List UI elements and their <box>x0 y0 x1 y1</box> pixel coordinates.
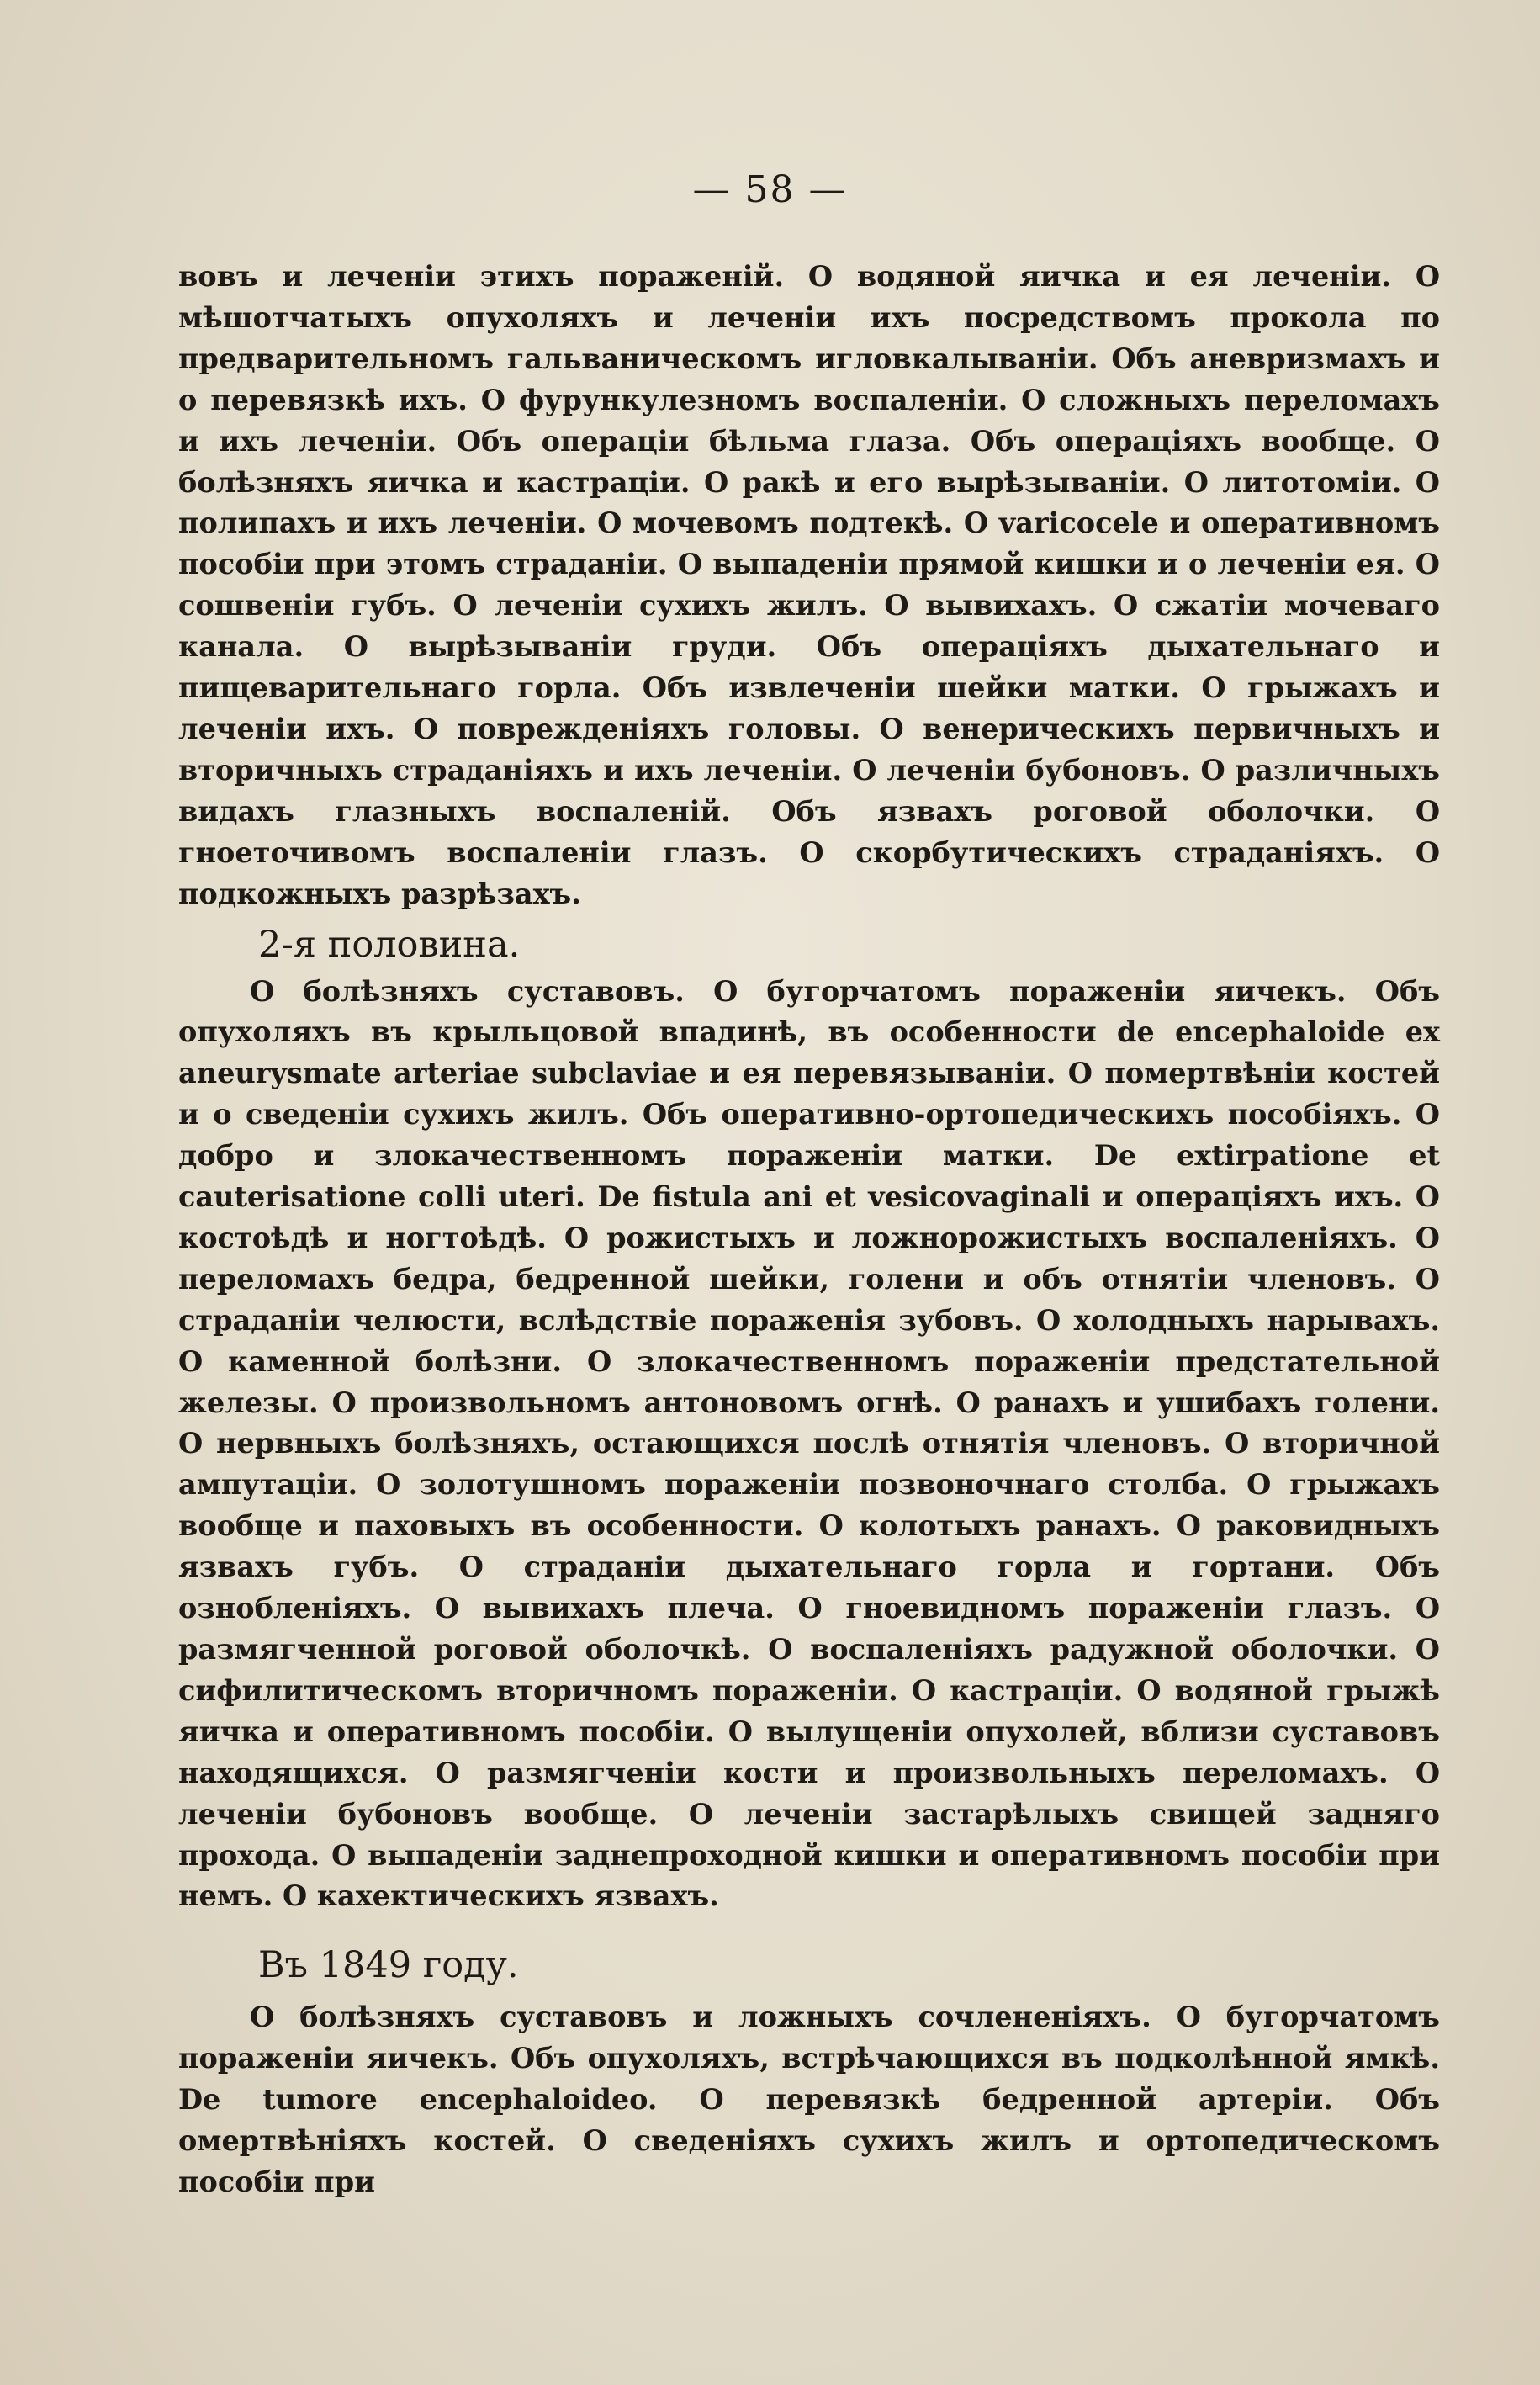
section-heading-second-half: 2-я половина. <box>258 923 521 966</box>
paragraph-continuation: вовъ и леченіи этихъ пораженій. О водяной яичка и ея леченіи. О мѣшотчатыхъ опухоляхъ и леченіи ихъ посредствомъ прокола по предварительномъ гальваническомъ игловкалываніи. Объ аневризмахъ и о перевязкѣ ихъ. О фурункулезномъ воспаленіи. О сложныхъ переломахъ и ихъ леченіи. Объ операціи бѣльма глаза. Объ операціяхъ вообще. О болѣзняхъ яичка и кастраціи. О ракѣ и его вырѣзываніи. О литотоміи. О полипахъ и ихъ леченіи. О мочевомъ подтекѣ. О varicocele и оперативномъ пособіи при этомъ страданіи. О выпаденіи прямой кишки и о леченіи ея. О сошвеніи губъ. О леченіи сухихъ жилъ. О вывихахъ. О сжатіи мочеваго канала. О вырѣзываніи груди. Объ операціяхъ дыхательнаго и пищеварительнаго горла. Объ извлеченіи шейки матки. О грыжахъ и леченіи ихъ. О повреждeніяхъ головы. О венерическихъ первичныхъ и вторичныхъ страданіяхъ и ихъ леченіи. О леченіи бубоновъ. О различныхъ видахъ глазныхъ воспаленій. Объ язвахъ роговой оболочки. О гноеточивомъ воспаленіи глазъ. О скорбутическихъ страданіяхъ. О подкожныхъ разрѣзахъ. <box>178 260 1440 910</box>
section-heading-year: Въ 1849 году. <box>258 1944 519 1987</box>
paragraph-second-half: О болѣзняхъ суставовъ. О бугорчатомъ пораженіи яичекъ. Объ опухоляхъ въ крыльцовой впадинѣ, въ особенности de encephaloide ex aneurysmate arteriae subclaviae и ея перевязываніи. О помертвѣніи костей и о сведеніи сухихъ жилъ. Объ оперативно-ортопедическихъ пособіяхъ. О добро и злокачественномъ пораженіи матки. De extirpatione et cauterisatione colli uteri. De fistula ani et vesicovaginali и операціяхъ ихъ. О костоѣдѣ и ногтоѣдѣ. О рожистыхъ и ложнорожистыхъ воспаленіяхъ. О переломахъ бедра, бедренной шейки, голени и объ отнятіи членовъ. О страданіи челюсти, вслѣдствіе пораженія зубовъ. О холодныхъ нарывахъ. О каменной болѣзни. О злокачественномъ пораженіи предстательной железы. О произвольномъ антоновомъ огнѣ. О ранахъ и ушибахъ голени. О нервныхъ болѣзняхъ, остающихся послѣ отнятія членовъ. О вторичной ампутаціи. О золотушномъ пораженіи позвоночнаго столба. О грыжахъ вообще и паховыхъ въ особенности. О колотыхъ ранахъ. О раковидныхъ язвахъ губъ. О страданіи дыхательнаго горла и гортани. Объ ознобленіяхъ. О вывихахъ плеча. О гноевидномъ пораженіи глазъ. О размягченной роговой оболочкѣ. О воспаленіяхъ радужной оболочки. О сифилитическомъ вторичномъ пораженіи. О кастраціи. О водяной грыжѣ яичка и оперативномъ пособіи. О вылущеніи опухолей, вблизи суставовъ находящихся. О размягченіи кости и произвольныхъ переломахъ. О леченіи бубоновъ вообще. О леченіи застарѣлыхъ свищей задняго прохода. О выпаденіи заднепроходной кишки и оперативномъ пособіи при немъ. О кахектическихъ язвахъ. <box>178 974 1440 1913</box>
page-content <box>178 257 1440 2203</box>
page-number: — 58 — <box>692 168 848 211</box>
paragraph-year: О болѣзняхъ суставовъ и ложныхъ сочлененіяхъ. О бугорчатомъ пораженіи яичекъ. Объ опухоляхъ, встрѣчающихся въ подколѣнной ямкѣ. De tumore encephaloideo. О перевязкѣ бедренной артеріи. Объ омертвѣніяхъ костей. О сведеніяхъ сухихъ жилъ и ортопедическомъ пособіи при <box>178 2001 1440 2198</box>
